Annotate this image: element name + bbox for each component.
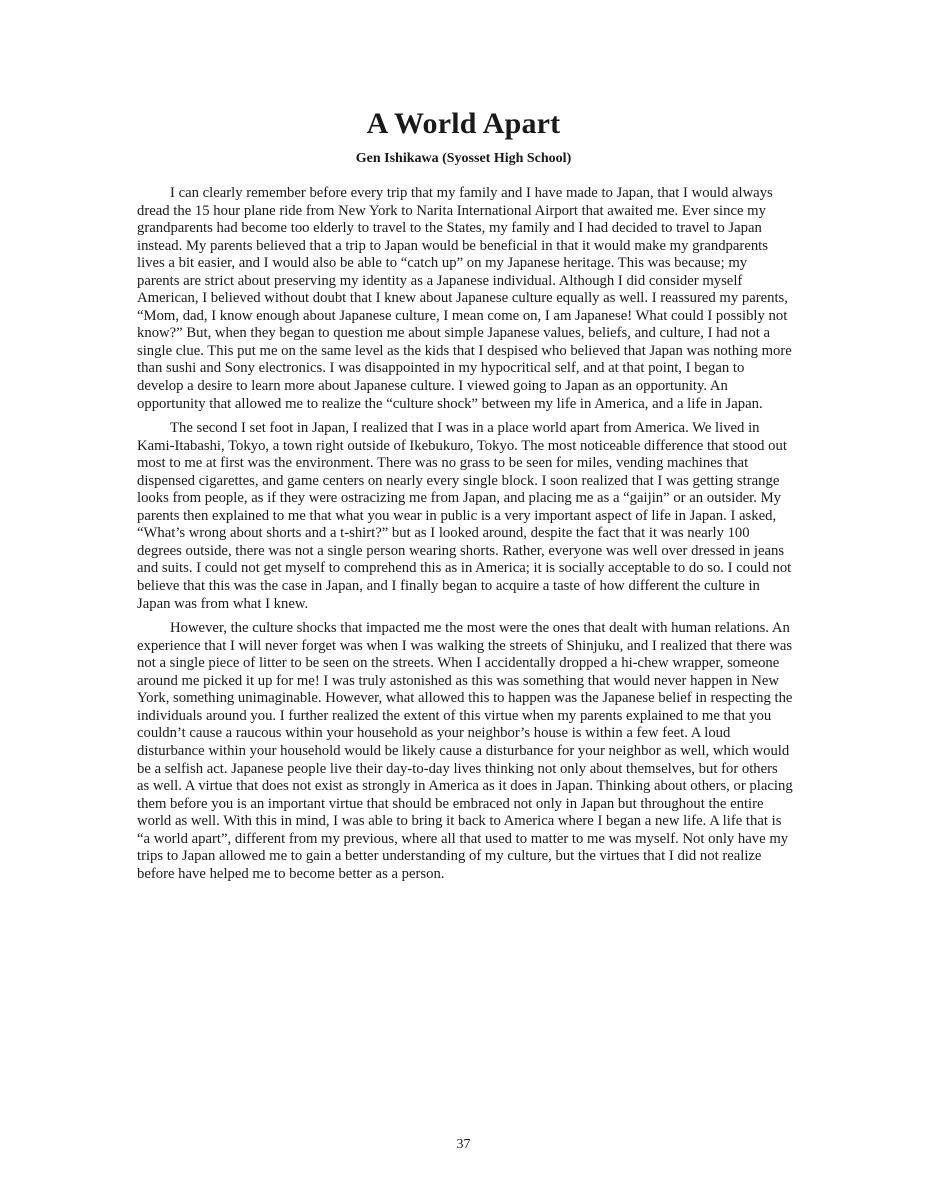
author-byline: Gen Ishikawa (Syosset High School) xyxy=(355,151,572,166)
paragraph-3: However, the culture shocks that impacted me the most were the ones that dealt with human relations. An experience that I will never forget was when I was walking the streets of Shinjuku, and I realized that there was not a single piece of litter to be seen on the streets. When I accidentally dropped a hi-chew wrapper, someone around me picked it up for me! I was truly astonished as this was something that would never happen in New York, something unimaginable. However, what allowed this to happen was the Japanese belief in respecting the individuals around you. I further realized the extent of this virtue when my parents explained to me that you couldn’t cause a raucous within your household as your neighbor’s house is within a few feet. A loud disturbance within your household would be likely cause a disturbance for your neighbor as well, which would be a selfish act. Japanese people live their day-to-day lives thinking not only about themselves, but for others as well. A virtue that does not exist as strongly in America as it does in Japan. Thinking about others, or placing them before you is an important virtue that should be embraced not only in Japan but throughout the entire world as well. With this in mind, I was able to bring it back to America where I began a new life. A life that is “a world apart”, different from my previous, where all that used to matter to me was myself. Not only have my trips to Japan allowed me to gain a better understanding of my culture, but the virtues that I did not realize before have helped me to become better as a person. xyxy=(137,620,793,882)
page-number: 37 xyxy=(456,1137,471,1152)
essay-title: A World Apart xyxy=(366,107,561,140)
essay-body xyxy=(137,185,793,890)
paragraph-2: The second I set foot in Japan, I realized that I was in a place world apart from America. We lived in Kami-Itabashi, Tokyo, a town right outside of Ikebukuro, Tokyo. The most noticeable difference that stood out most to me at first was the environment. There was no grass to be seen for miles, vending machines that dispensed cigarettes, and game centers on nearly every single block. I soon realized that I was getting strange looks from people, as if they were ostracizing me from Japan, and placing me as a “gaijin” or an outsider. My parents then explained to me that what you wear in public is a very important aspect of life in Japan. I asked, “What’s wrong about shorts and a t-shirt?” but as I looked around, despite the fact that it was nearly 100 degrees outside, there was not a single person wearing shorts. Rather, everyone was well over dressed in jeans and suits. I could not get myself to comprehend this as in America; it is socially acceptable to do so. I could not believe that this was the case in Japan, and I finally began to acquire a taste of how different the culture in Japan was from what I knew. xyxy=(137,420,792,612)
paragraph-1: I can clearly remember before every trip that my family and I have made to Japan, that I would always dread the 15 hour plane ride from New York to Narita International Airport that awaited me. Ever since my grandparents had become too elderly to travel to the States, my family and I had decided to travel to Japan instead. My parents believed that a trip to Japan would be beneficial in that it would make my grandparents lives a bit easier, and I would also be able to “catch up” on my Japanese heritage. This was because; my parents are strict about preserving my identity as a Japanese individual. Although I did consider myself American, I believed without doubt that I knew about Japanese culture equally as well. I reassured my parents, “Mom, dad, I know enough about Japanese culture, I mean come on, I am Japanese! What could I possibly not know?” But, when they began to question me about simple Japanese values, beliefs, and culture, I had not a single clue. This put me on the same level as the kids that I despised who believed that Japan was nothing more than sushi and Sony electronics. I was disappointed in my hypocritical self, and at that point, I began to develop a desire to learn more about Japanese culture. I viewed going to Japan as an opportunity. An opportunity that allowed me to realize the “culture shock” between my life in America, and a life in Japan. xyxy=(137,185,792,412)
